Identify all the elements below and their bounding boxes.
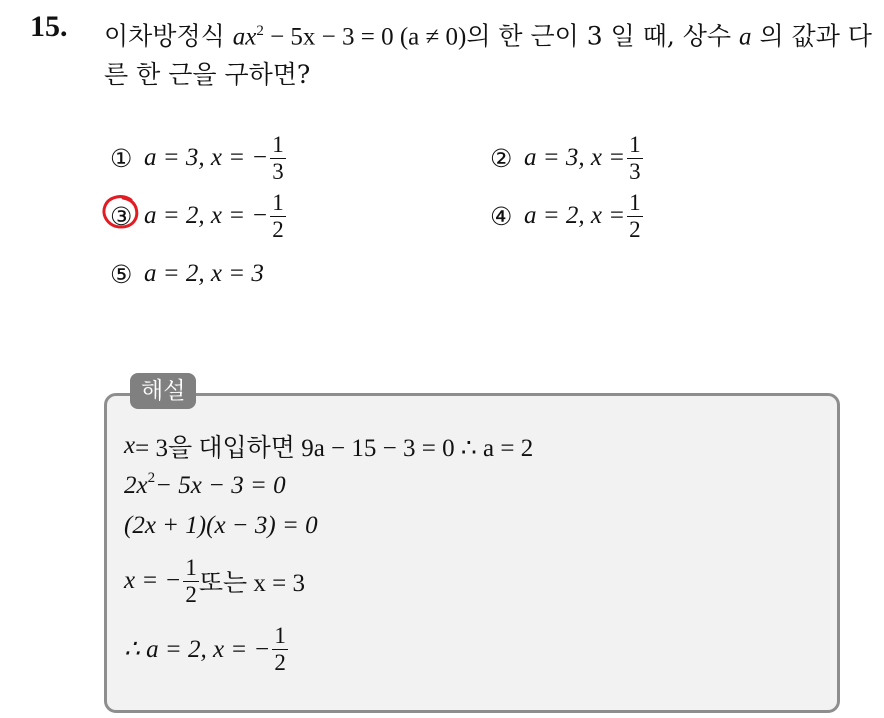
solution-line-3-text: (2x + 1)(x − 3) = 0 (124, 512, 318, 539)
question-text (104, 12, 874, 94)
fraction-denominator: 2 (274, 649, 286, 675)
answer-circle-mark (101, 194, 141, 230)
choice-2-expression: a = 3, x = (524, 144, 626, 171)
choice-5[interactable] (110, 244, 264, 304)
solution-line-5 (124, 620, 288, 678)
choice-1[interactable] (110, 128, 286, 188)
choice-5-number: ⑤ (110, 259, 133, 289)
question-text-before: 이차방정식 (104, 21, 233, 51)
choice-1-expression: a = 3, x = − (144, 144, 269, 171)
fraction-denominator: 2 (272, 216, 284, 242)
choice-4-number: ④ (490, 201, 513, 231)
fraction-numerator: 1 (274, 622, 286, 648)
choice-3-fraction (270, 190, 286, 243)
solution-label: 해설 (130, 373, 196, 409)
choice-2[interactable] (490, 128, 643, 188)
question-text-mid: 의 한 근이 3 일 때, 상수 (466, 21, 740, 51)
equation-rest: − 5x − 3 = 0 (a ≠ 0) (263, 23, 467, 51)
choice-1-number: ① (110, 143, 133, 173)
question-text-after: 의 값과 다른 한 근을 구하면? (104, 21, 872, 90)
solution-line-1-text: = 3을 대입하면 9a − 15 − 3 = 0 ∴ a = 2 (135, 435, 534, 462)
solution-line-2-var: 2x (124, 472, 148, 499)
question-number: 15. (30, 10, 68, 43)
choice-5-expression: a = 2, x = 3 (144, 260, 264, 287)
solution-line-2-exponent: 2 (147, 469, 156, 486)
fraction-denominator: 2 (185, 581, 197, 607)
choice-2-number: ② (490, 143, 513, 173)
fraction-numerator: 1 (629, 189, 641, 215)
solution-line-1-var: x (124, 432, 136, 459)
choice-4-fraction (627, 190, 643, 243)
choice-3-number: ③ (110, 201, 133, 231)
solution-line-4-post: 또는 x = 3 (198, 570, 305, 597)
choice-4[interactable] (490, 186, 643, 246)
equation-a: a (739, 23, 752, 51)
choice-2-fraction (627, 132, 643, 185)
solution-line-2-text: − 5x − 3 = 0 (155, 472, 286, 499)
choice-4-expression: a = 2, x = (524, 202, 626, 229)
fraction-numerator: 1 (629, 131, 641, 157)
solution-line-4 (124, 552, 305, 610)
choice-3-expression: a = 2, x = − (144, 202, 269, 229)
solution-line-5-pre: ∴ a = 2, x = − (124, 636, 271, 663)
fraction-numerator: 1 (185, 554, 197, 580)
solution-line-5-fraction (272, 623, 288, 676)
choice-1-fraction (270, 132, 286, 185)
equation-ax: ax (232, 23, 257, 51)
solution-line-1 (124, 426, 533, 466)
solution-line-2 (124, 466, 286, 506)
fraction-numerator: 1 (272, 131, 284, 157)
fraction-denominator: 3 (272, 158, 284, 184)
fraction-denominator: 2 (629, 216, 641, 242)
solution-line-3 (124, 506, 318, 546)
solution-line-4-pre: x = − (124, 567, 182, 594)
solution-line-4-fraction (183, 555, 199, 608)
equation-exponent: 2 (256, 23, 264, 39)
fraction-numerator: 1 (272, 189, 284, 215)
fraction-denominator: 3 (629, 158, 641, 184)
